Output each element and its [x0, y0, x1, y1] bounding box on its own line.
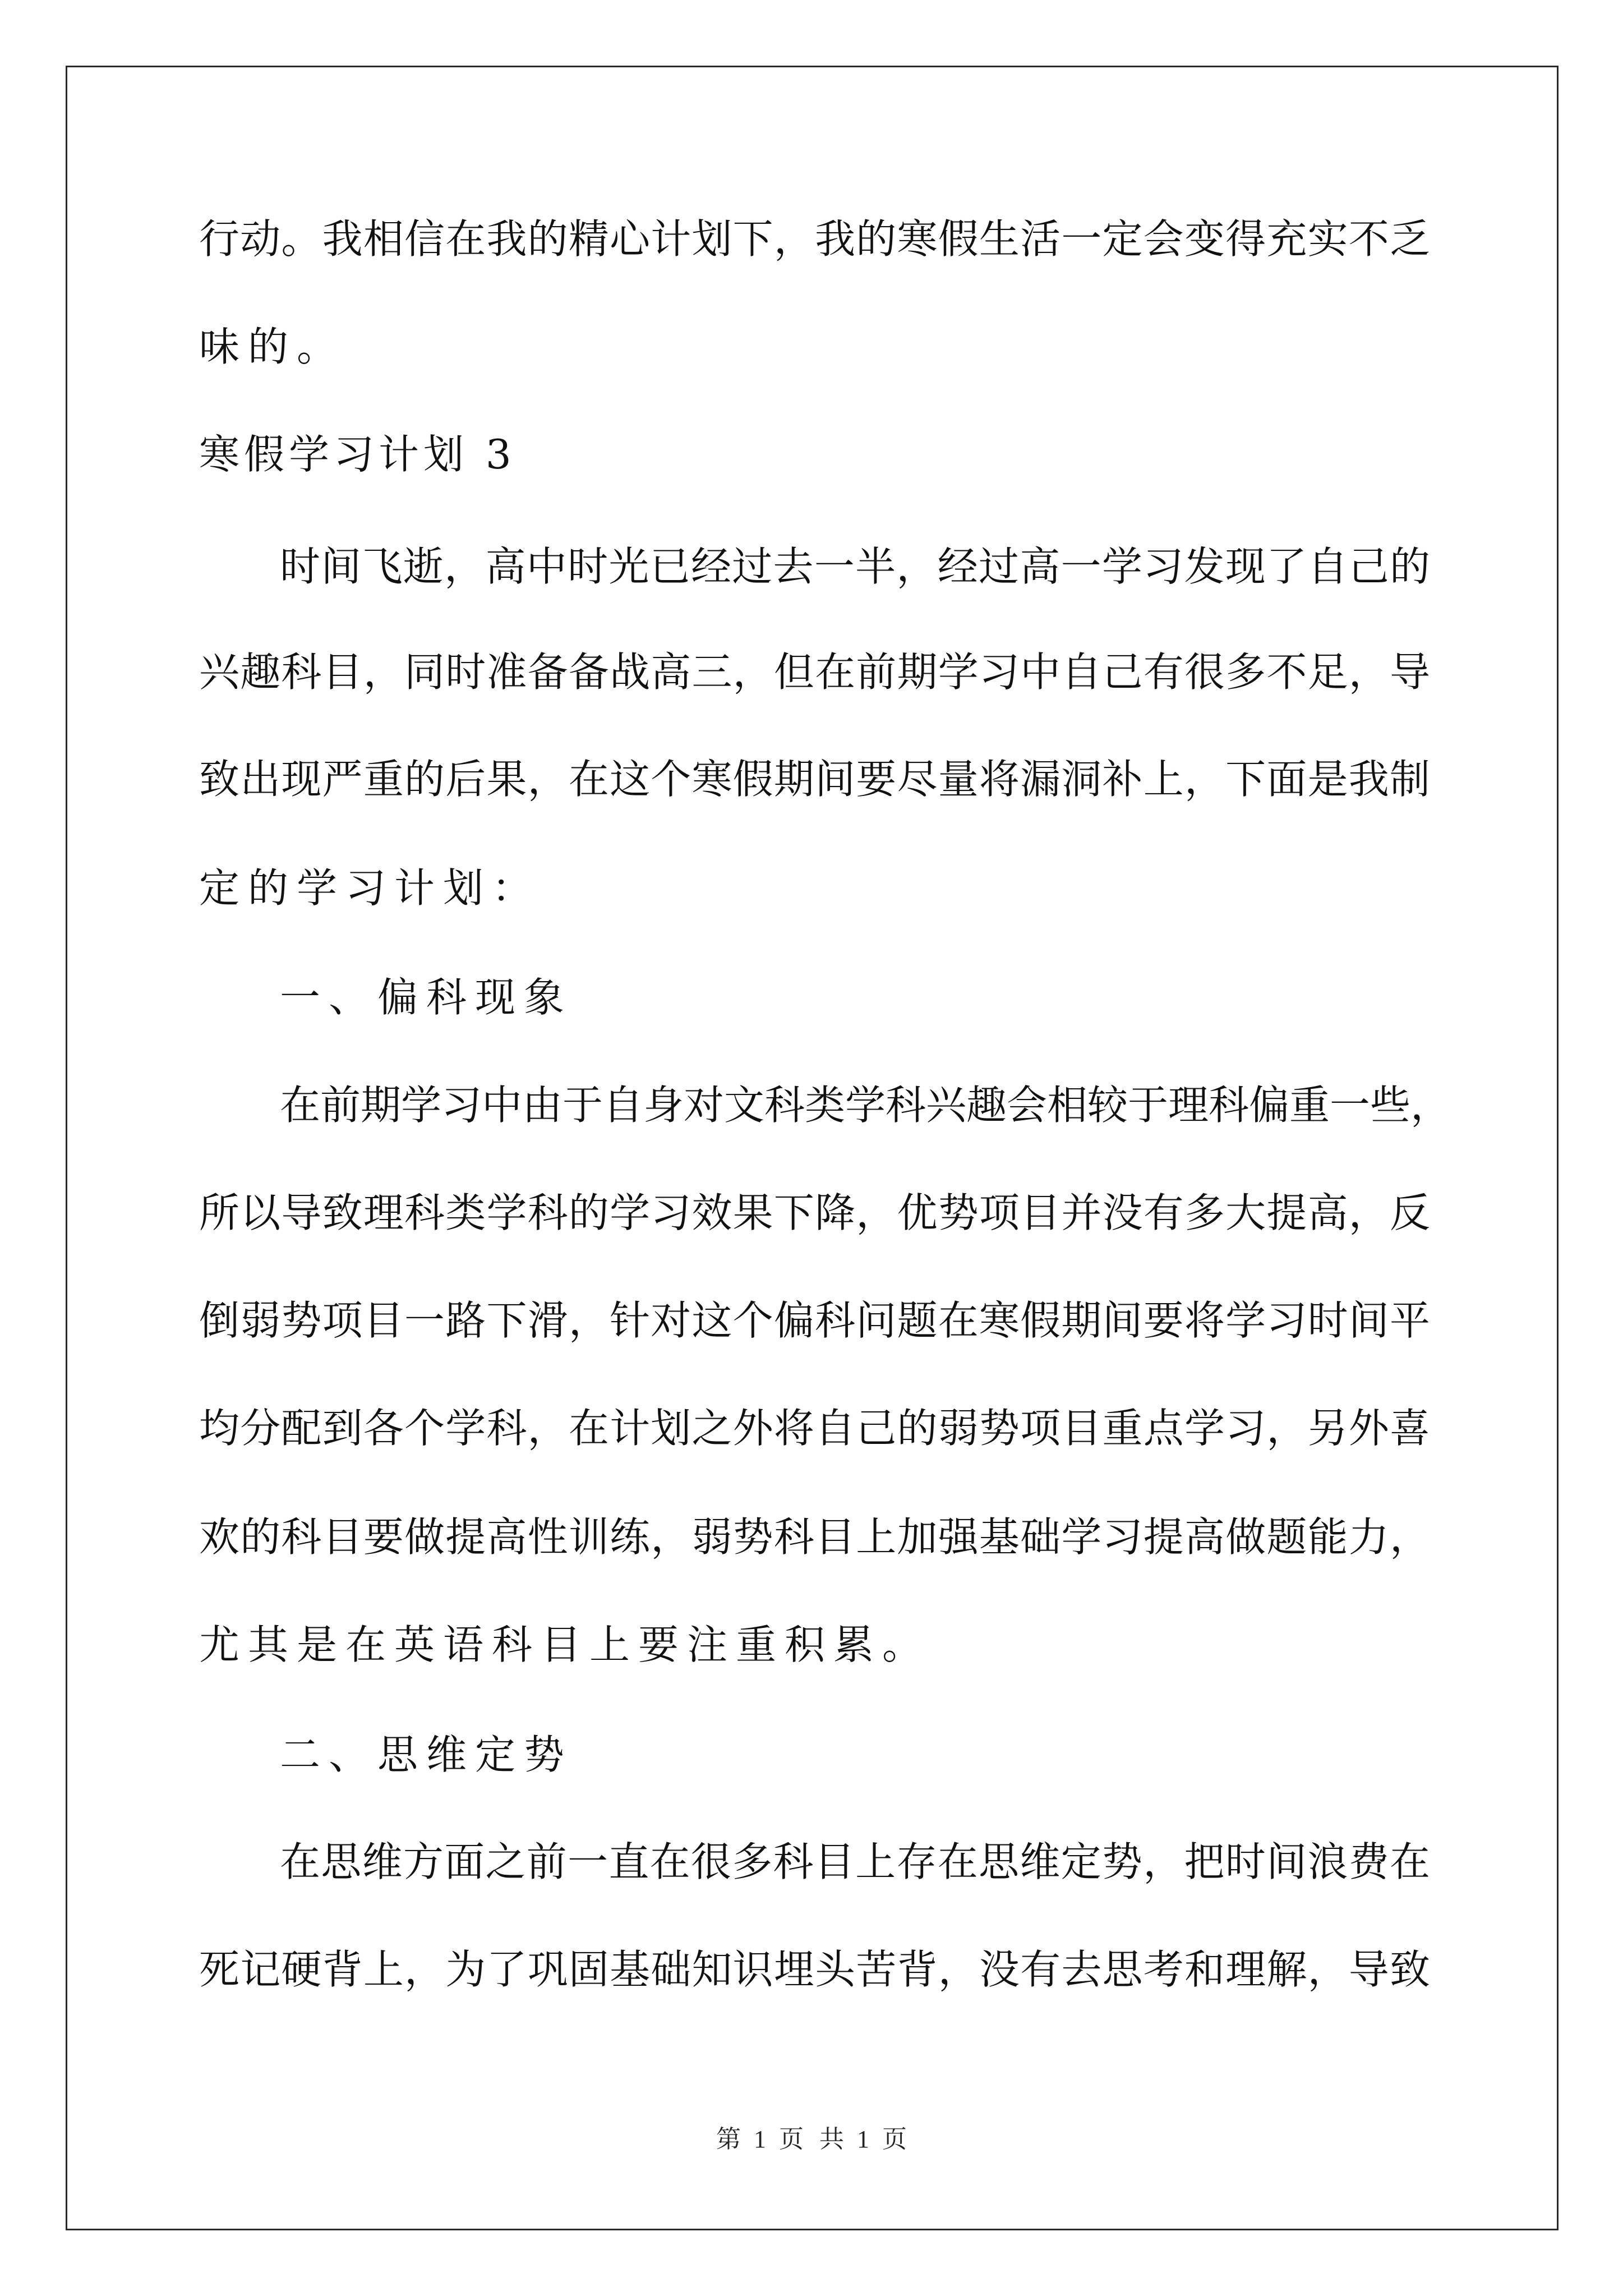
paragraph-line: 行动。我相信在我的精心计划下，我的寒假生活一定会变得充实不乏 — [199, 215, 1430, 263]
paragraph-line: 均分配到各个学科，在计划之外将自己的弱势项目重点学习，另外喜 — [199, 1405, 1430, 1452]
paragraph-line: 所以导致理科类学科的学习效果下降，优势项目并没有多大提高，反 — [199, 1189, 1430, 1236]
page-number: 第 1 页 — [716, 2125, 804, 2153]
paragraph-line: 兴趣科目，同时准备备战高三，但在前期学习中自己有很多不足，导 — [199, 648, 1430, 696]
paragraph-line: 致出现严重的后果，在这个寒假期间要尽量将漏洞补上，下面是我制 — [199, 756, 1430, 803]
paragraph-line: 味的。 — [199, 323, 346, 370]
subsection-heading: 一、偏科现象 — [280, 974, 573, 1021]
paragraph-line: 倒弱势项目一路下滑，针对这个偏科问题在寒假期间要将学习时间平 — [199, 1297, 1430, 1344]
paragraph-line: 尤其是在英语科目上要注重积累。 — [199, 1621, 932, 1668]
paragraph-line: 死记硬背上，为了巩固基础知识埋头苦背，没有去思考和理解，导致 — [199, 1946, 1430, 1993]
paragraph-line: 在思维方面之前一直在很多科目上存在思维定势，把时间浪费在 — [280, 1838, 1430, 1885]
subsection-heading: 二、思维定势 — [280, 1731, 573, 1778]
paragraph-line: 在前期学习中由于自身对文科类学科兴趣会相较于理科偏重一些， — [280, 1082, 1451, 1129]
page-border — [66, 66, 1559, 2230]
page-footer — [0, 2127, 1623, 2152]
paragraph-line: 欢的科目要做提高性训练，弱势科目上加强基础学习提高做题能力， — [199, 1513, 1430, 1561]
section-title: 寒假学习计划 3 — [199, 431, 516, 478]
page-total: 共 1 页 — [819, 2125, 907, 2153]
paragraph-line: 时间飞逝，高中时光已经过去一半，经过高一学习发现了自己的 — [280, 543, 1430, 590]
paragraph-line: 定的学习计划： — [199, 864, 541, 912]
